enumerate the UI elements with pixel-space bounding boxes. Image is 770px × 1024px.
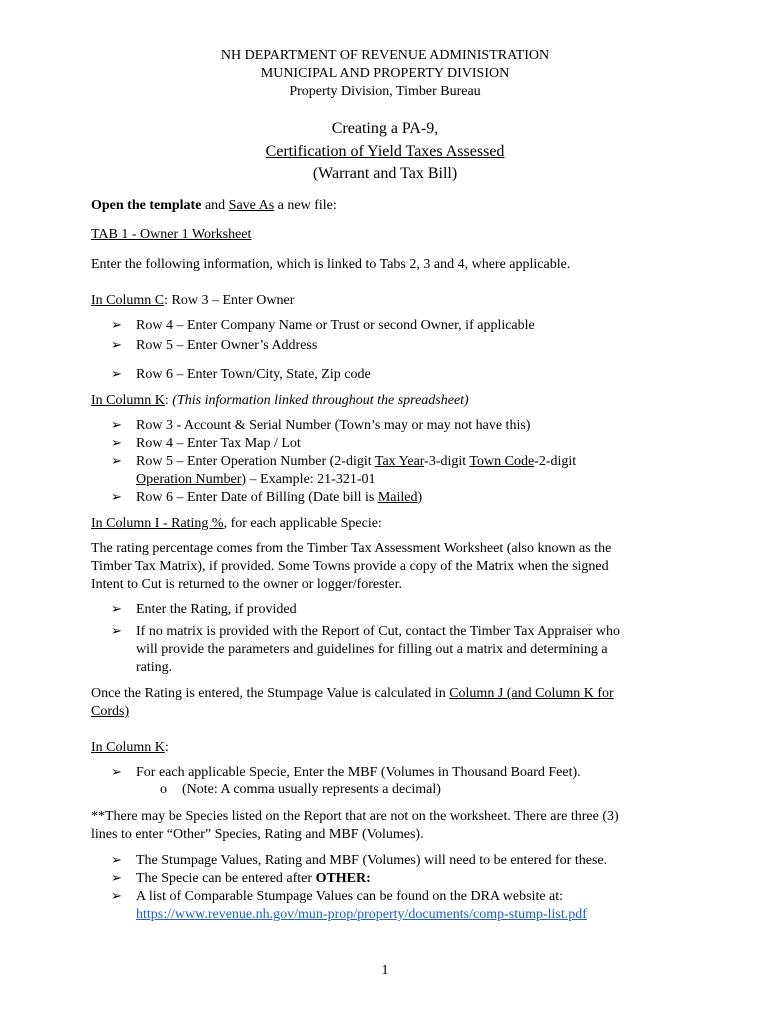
column-k2-heading (91, 739, 169, 757)
item3-text-b: -3-digit (424, 454, 470, 469)
rating-para-line-3: Intent to Cut is returned to the owner or logger/forester. (91, 577, 403, 592)
column-k2-rest: : (164, 740, 169, 755)
column-k-item-3-line-2 (136, 471, 376, 489)
arrow-bullet-icon: ➢ (111, 871, 122, 886)
column-c-item-3: Row 6 – Enter Town/City, State, Zip code (136, 367, 371, 382)
comp-stump-list-link[interactable]: https://www.revenue.nh.gov/mun-prop/property/documents/comp-stump-list.pdf (136, 907, 587, 922)
final-item-3: A list of Comparable Stumpage Values can be found on the DRA website at: (136, 889, 564, 904)
final-item-2-text: The Specie can be entered after (136, 871, 316, 886)
arrow-bullet-icon: ➢ (111, 490, 122, 505)
arrow-bullet-icon: ➢ (111, 624, 122, 639)
column-k-note: (This information linked throughout the spreadsheet) (172, 393, 469, 408)
title-underlined: Certification of Yield Taxes Assessed (265, 143, 505, 160)
title-line-2 (0, 141, 770, 163)
other-bold-text: OTHER: (315, 871, 371, 886)
stumpage-line-2: Cords) (91, 704, 130, 719)
rating-item-1: Enter the Rating, if provided (136, 602, 297, 617)
rating-para-line-2: Timber Tax Matrix), if provided. Some Towns provide a copy of the Matrix when the signed (91, 559, 609, 574)
save-as-text: Save As (228, 198, 275, 213)
mailed-text: Mailed (377, 490, 418, 505)
column-i-label: In Column I - Rating % (91, 516, 224, 531)
arrow-bullet-icon: ➢ (111, 367, 122, 382)
arrow-bullet-icon: ➢ (111, 889, 122, 904)
item3-text-a: Row 5 – Enter Operation Number (2-digit (136, 454, 375, 469)
arrow-bullet-icon: ➢ (111, 602, 122, 617)
title-line-3: (Warrant and Tax Bill) (312, 165, 458, 182)
intro-rest: a new file: (274, 198, 337, 213)
arrow-bullet-icon: ➢ (111, 436, 122, 451)
final-item-1: The Stumpage Values, Rating and MBF (Volumes) will need to be entered for these. (136, 853, 608, 868)
stumpage-line-1 (91, 685, 614, 703)
arrow-bullet-icon: ➢ (111, 338, 122, 353)
column-k2-label: In Column K (91, 740, 165, 755)
column-k2-sub-item: (Note: A comma usually represents a decimal) (182, 782, 441, 797)
sub-bullet-marker: o (160, 782, 167, 797)
rating-item-2-line-3: rating. (136, 660, 173, 675)
column-k-label: In Column K (91, 393, 165, 408)
tab1-heading: TAB 1 - Owner 1 Worksheet (91, 227, 252, 242)
open-template-text: Open the template (91, 198, 202, 213)
item3-text-c: -2-digit (534, 454, 577, 469)
column-k-item-4 (136, 489, 422, 507)
page-number: 1 (381, 963, 389, 978)
column-k-item-2: Row 4 – Enter Tax Map / Lot (136, 436, 301, 451)
title-line-1: Creating a PA-9, (331, 120, 439, 137)
rating-para-line-1: The rating percentage comes from the Timber Tax Assessment Worksheet (also known as the (91, 541, 612, 556)
enter-info-text: Enter the following information, which is linked to Tabs 2, 3 and 4, where applicable. (91, 257, 571, 272)
arrow-bullet-icon: ➢ (111, 853, 122, 868)
rating-item-2-line-2: will provide the parameters and guidelines for filling out a matrix and determining a (136, 642, 608, 657)
column-k-heading (91, 392, 469, 410)
column-c-label: In Column C (91, 293, 165, 308)
column-i-rest: , for each applicable Specie: (223, 516, 382, 531)
operation-number-text: Operation Number (136, 472, 242, 487)
header-line-3: Property Division, Timber Bureau (289, 84, 481, 99)
arrow-bullet-icon: ➢ (111, 454, 122, 469)
arrow-bullet-icon: ➢ (111, 418, 122, 433)
intro-and: and (201, 198, 229, 213)
column-c-item-1: Row 4 – Enter Company Name or Trust or second Owner, if applicable (136, 318, 535, 333)
header-line-1: NH DEPARTMENT OF REVENUE ADMINISTRATION (220, 48, 550, 63)
column-k-item-3-line-1 (136, 453, 576, 471)
column-i-heading (91, 515, 382, 533)
arrow-bullet-icon: ➢ (111, 318, 122, 333)
rating-item-2-line-1: If no matrix is provided with the Report of Cut, contact the Timber Tax Appraiser who (136, 624, 621, 639)
column-k-sep: : (164, 393, 173, 408)
stumpage-text: Once the Rating is entered, the Stumpage Value is calculated in (91, 686, 450, 701)
column-j-link-text: Column J (and Column K for (449, 686, 614, 701)
final-item-2 (136, 870, 371, 888)
item4-text-b: ) (417, 490, 423, 505)
species-para-line-1: **There may be Species listed on the Report that are not on the worksheet. There are three (3) (91, 809, 619, 824)
column-c-heading (91, 292, 294, 310)
column-k-item-1: Row 3 - Account & Serial Number (Town’s may or may not have this) (136, 418, 531, 433)
column-c-rest: : Row 3 – Enter Owner (164, 293, 295, 308)
town-code-text: Town Code (469, 454, 535, 469)
species-para-line-2: lines to enter “Other” Species, Rating and MBF (Volumes). (91, 827, 424, 842)
header-line-2: MUNICIPAL AND PROPERTY DIVISION (260, 66, 510, 81)
tax-year-text: Tax Year (374, 454, 425, 469)
arrow-bullet-icon: ➢ (111, 765, 122, 780)
item3-text-d: ) – Example: 21-321-01 (241, 472, 376, 487)
column-c-item-2: Row 5 – Enter Owner’s Address (136, 338, 318, 353)
column-k2-item-1: For each applicable Specie, Enter the MBF (Volumes in Thousand Board Feet). (136, 765, 581, 780)
intro-line (91, 197, 337, 215)
item4-text-a: Row 6 – Enter Date of Billing (Date bill is (136, 490, 378, 505)
